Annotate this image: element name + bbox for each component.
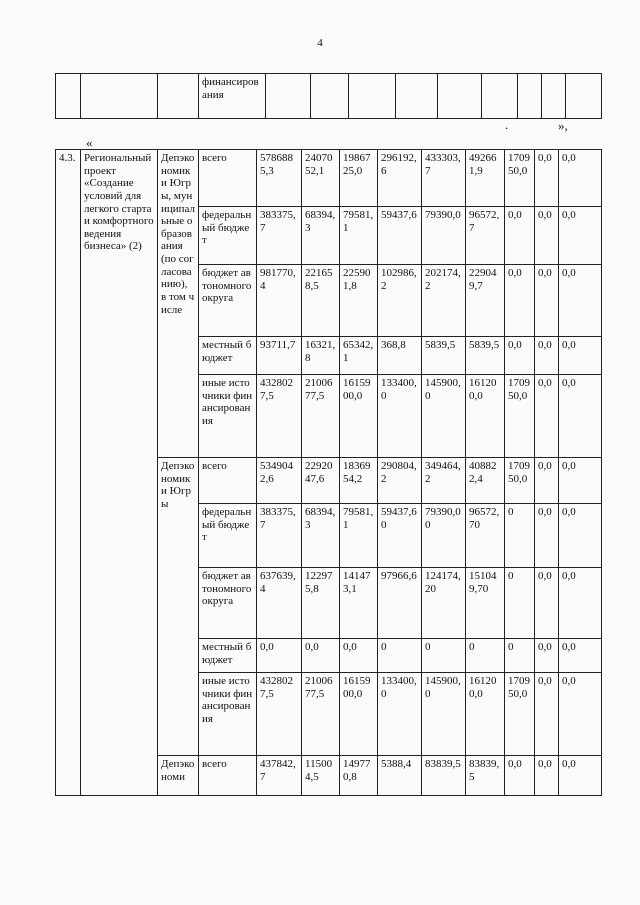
value-cell: 0,0 [535,207,559,265]
value-cell: 290804,2 [378,458,422,504]
value-cell: 96572,7 [466,207,505,265]
value-cell: 0 [422,639,466,673]
executor-cell: Депэкономи [158,756,199,796]
value-cell: 1615900,0 [340,375,378,458]
value-cell: 170950,0 [505,150,535,207]
value-cell: 0,0 [559,673,602,756]
value-cell: 115004,5 [302,756,340,796]
value-cell: 0,0 [535,375,559,458]
value-cell: 59437,6 [378,207,422,265]
value-cell: 383375,7 [257,504,302,568]
value-cell: 0,0 [535,265,559,337]
value-cell: 202174,2 [422,265,466,337]
value-cell: 122975,8 [302,568,340,639]
value-cell: 225901,8 [340,265,378,337]
value-cell: 170950,0 [505,458,535,504]
value-cell: 2100677,5 [302,375,340,458]
value-cell: 161200,0 [466,375,505,458]
source-cell: федеральный бюджет [199,207,257,265]
source-cell: всего [199,150,257,207]
value-cell: 221658,5 [302,265,340,337]
executor-cell: Депэкономики Югры, муниципальные образования (по согласованию), в том числе [158,150,199,458]
value-cell: 0,0 [559,756,602,796]
value-cell: 0,0 [340,639,378,673]
value-cell: 229049,7 [466,265,505,337]
value-cell: 0,0 [505,265,535,337]
source-cell: бюджет автономного округа [199,265,257,337]
value-cell: 437842,7 [257,756,302,796]
value-cell: 0 [378,639,422,673]
value-cell: 149770,8 [340,756,378,796]
source-cell: всего [199,756,257,796]
value-cell: 79390,0 [422,207,466,265]
value-cell: 5839,5 [466,337,505,375]
value-cell: 637639,4 [257,568,302,639]
value-cell: 0,0 [559,265,602,337]
value-cell: 1986725,0 [340,150,378,207]
value-cell: 0,0 [535,639,559,673]
section-number: 4.3. [56,150,81,796]
value-cell: 145900,0 [422,673,466,756]
source-cell: всего [199,458,257,504]
value-cell: 0,0 [559,207,602,265]
value-cell: 981770,4 [257,265,302,337]
table-top-fragment [55,73,602,119]
value-cell: 161200,0 [466,673,505,756]
value-cell: 0 [466,639,505,673]
value-cell: 0,0 [559,458,602,504]
financing-table [55,149,602,796]
opening-quote: « [86,135,93,150]
value-cell: 79390,00 [422,504,466,568]
value-cell: 0,0 [535,568,559,639]
closing-quote: », [558,118,568,133]
value-cell: 0,0 [505,207,535,265]
value-cell: 0,0 [505,337,535,375]
value-cell: 0 [505,568,535,639]
value-cell: 0,0 [535,458,559,504]
value-cell: 2100677,5 [302,673,340,756]
value-cell: 408822,4 [466,458,505,504]
value-cell: 5786885,3 [257,150,302,207]
value-cell: 4328027,5 [257,673,302,756]
value-cell: 97966,6 [378,568,422,639]
value-cell: 0 [505,504,535,568]
table-body [56,150,602,796]
value-cell: 349464,2 [422,458,466,504]
source-cell: федеральный бюджет [199,504,257,568]
section-name: Региональный проект «Создание условий для легкого старта и комфортного ведения бизнеса» (2) [81,150,158,796]
value-cell: 68394,3 [302,504,340,568]
value-cell: 0,0 [559,337,602,375]
value-cell: 79581,1 [340,504,378,568]
source-cell: бюджет автономного округа [199,568,257,639]
value-cell: 145900,0 [422,375,466,458]
source-cell: иные источники финансирования [199,375,257,458]
value-cell: 5839,5 [422,337,466,375]
value-cell: 93711,7 [257,337,302,375]
value-cell: 141473,1 [340,568,378,639]
source-cell: иные источники финансирования [199,673,257,756]
source-label: финансирования [199,74,266,119]
value-cell: 2407052,1 [302,150,340,207]
value-cell: 0,0 [257,639,302,673]
value-cell: 0,0 [559,639,602,673]
value-cell: 433303,7 [422,150,466,207]
page-number: 4 [317,37,323,49]
value-cell: 96572,70 [466,504,505,568]
value-cell: 0,0 [302,639,340,673]
value-cell: 0,0 [559,375,602,458]
value-cell: 124174,20 [422,568,466,639]
value-cell: 0,0 [559,504,602,568]
source-cell: местный бюджет [199,639,257,673]
executor-cell: Депэкономики Югры [158,458,199,756]
value-cell: 0,0 [559,150,602,207]
closing-dot: . [505,117,509,132]
table-row [56,150,602,207]
value-cell: 2292047,6 [302,458,340,504]
value-cell: 151049,70 [466,568,505,639]
value-cell: 0 [505,639,535,673]
value-cell: 0,0 [535,756,559,796]
value-cell: 0,0 [535,337,559,375]
value-cell: 59437,60 [378,504,422,568]
value-cell: 83839,5 [422,756,466,796]
value-cell: 65342,1 [340,337,378,375]
value-cell: 1836954,2 [340,458,378,504]
value-cell: 83839,5 [466,756,505,796]
value-cell: 4328027,5 [257,375,302,458]
value-cell: 102986,2 [378,265,422,337]
value-cell: 170950,0 [505,375,535,458]
value-cell: 5388,4 [378,756,422,796]
value-cell: 1615900,0 [340,673,378,756]
value-cell: 0,0 [535,504,559,568]
value-cell: 170950,0 [505,673,535,756]
value-cell: 368,8 [378,337,422,375]
value-cell: 0,0 [535,150,559,207]
value-cell: 0,0 [535,673,559,756]
value-cell: 296192,6 [378,150,422,207]
value-cell: 492661,9 [466,150,505,207]
source-cell: местный бюджет [199,337,257,375]
value-cell: 133400,0 [378,673,422,756]
value-cell: 79581,1 [340,207,378,265]
value-cell: 133400,0 [378,375,422,458]
value-cell: 5349042,6 [257,458,302,504]
value-cell: 0,0 [559,568,602,639]
value-cell: 383375,7 [257,207,302,265]
table-row [56,74,602,119]
value-cell: 16321,8 [302,337,340,375]
value-cell: 68394,3 [302,207,340,265]
value-cell: 0,0 [505,756,535,796]
